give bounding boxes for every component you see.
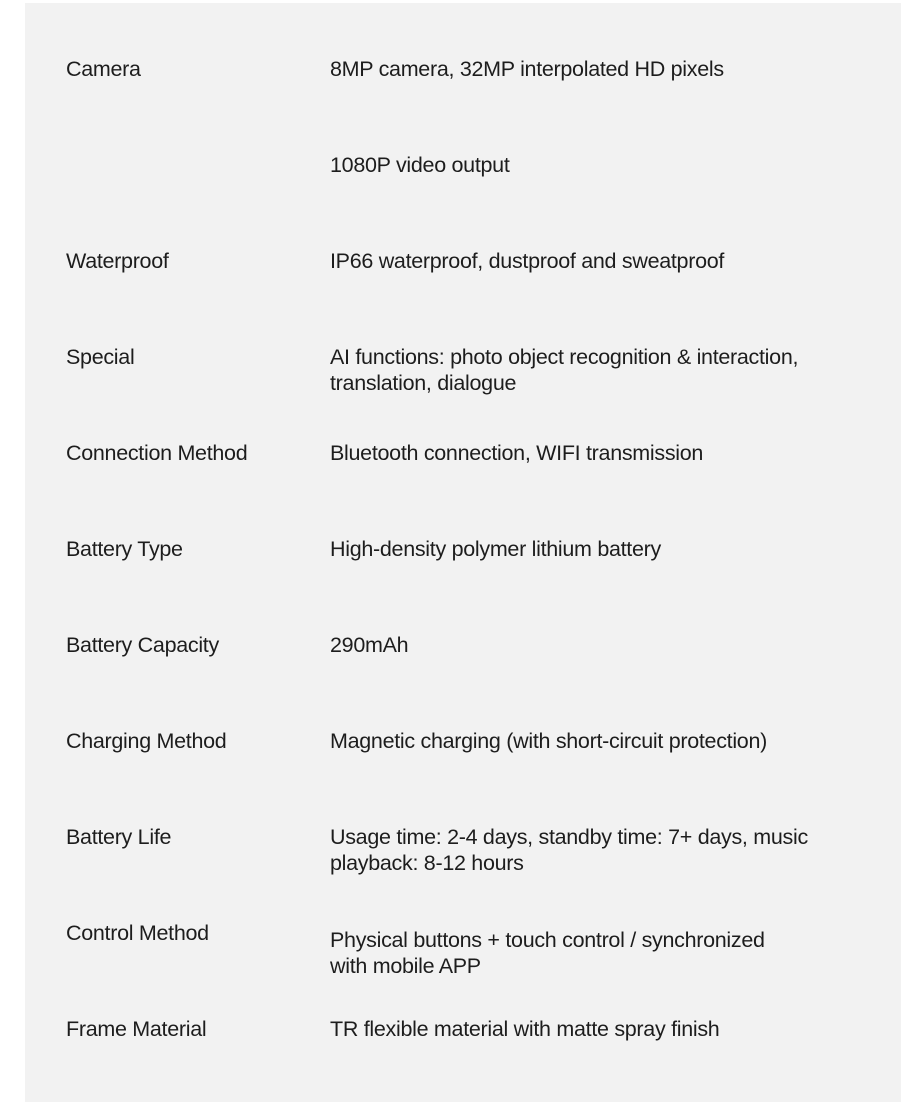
spec-label: Connection Method [66,441,248,465]
spec-label: Frame Material [66,1017,207,1041]
spec-label: Battery Type [66,537,183,561]
spec-row-special [66,344,876,440]
spec-value [330,440,876,466]
spec-label: Charging Method [66,729,227,753]
spec-label: Battery Life [66,825,172,849]
spec-label: Control Method [66,921,209,945]
spec-value-line: 290mAh [330,633,409,657]
spec-value [330,920,876,979]
spec-row-battery-capacity [66,632,876,728]
spec-value-line: AI functions: photo object recognition & interaction, [330,345,799,369]
spec-value-line: 1080P video output [330,153,510,177]
spec-table [66,56,876,1106]
spec-value-line: High-density polymer lithium battery [330,537,661,561]
spec-row-control-method [66,920,876,1016]
spec-value-line: translation, dialogue [330,371,517,395]
spec-row-frame-material [66,1016,876,1106]
spec-row-waterproof [66,248,876,344]
spec-value-line: Magnetic charging (with short-circuit protection) [330,729,767,753]
spec-row-camera [66,56,876,248]
spec-value [330,632,876,658]
spec-value-line: TR flexible material with matte spray finish [330,1017,720,1041]
spec-label: Waterproof [66,249,169,273]
spec-row-battery-life [66,824,876,920]
spec-value [330,248,876,274]
spec-value [330,1016,876,1042]
spec-panel [25,3,901,1102]
spec-value-line: Bluetooth connection, WIFI transmission [330,441,704,465]
spec-value [330,824,876,876]
spec-value-line: with mobile APP [330,954,481,978]
spec-value-line: IP66 waterproof, dustproof and sweatproof [330,249,725,273]
spec-row-connection-method [66,440,876,536]
spec-label: Special [66,345,135,369]
spec-value [330,536,876,562]
spec-value-line: 8MP camera, 32MP interpolated HD pixels [330,57,724,81]
spec-row-charging-method [66,728,876,824]
spec-label: Battery Capacity [66,633,219,657]
spec-value [330,344,876,396]
spec-value [330,728,876,754]
spec-value-line: Usage time: 2-4 days, standby time: 7+ days, music [330,825,808,849]
spec-value [330,56,876,178]
spec-value-line: Physical buttons + touch control / synchronized [330,928,765,952]
spec-label: Camera [66,57,141,81]
spec-row-battery-type [66,536,876,632]
spec-value-line: playback: 8-12 hours [330,851,524,875]
